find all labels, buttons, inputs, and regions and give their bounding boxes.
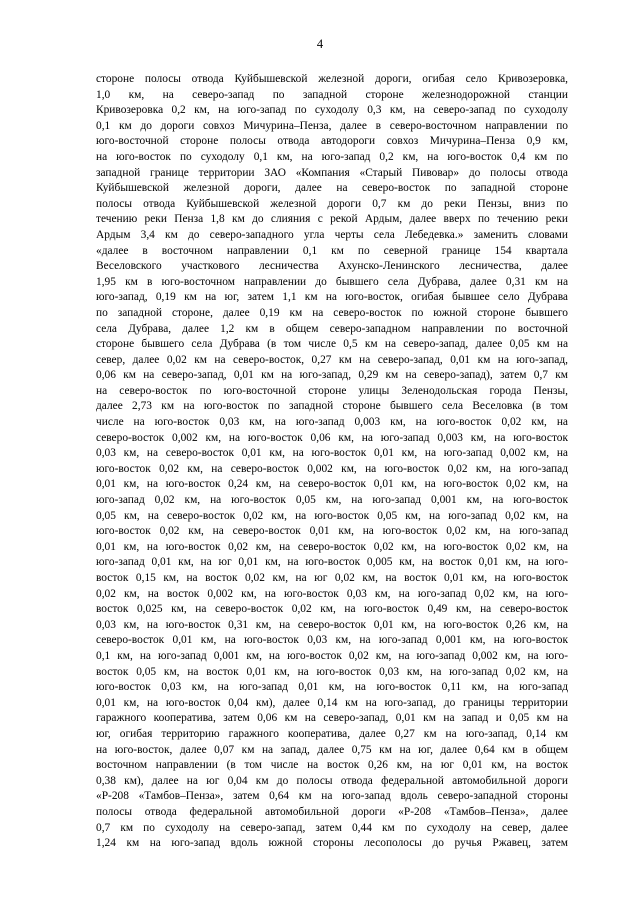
text-line: юго-восток 0,03 км, на юго-запад 0,01 км, на юго-восток 0,11 км, на юго-запад [96, 681, 568, 694]
text-line: 0,01 км, на юго-восток 0,04 км), далее 0,14 км на юго-запад, до границы территории [96, 696, 568, 709]
text-line: течению реки Пенза 1,8 км до слияния с рекой Ардым, далее вверх по течению реки [96, 213, 568, 226]
text-line: «далее в восточном направлении 0,1 км по северной границе 154 квартала [96, 244, 568, 257]
text-line: стороне бывшего села Дубрава (в том числе 0,5 км на северо-запад, далее 0,05 км на [96, 338, 568, 351]
text-line: восток 0,15 км, на восток 0,02 км, на юг 0,02 км, на восток 0,01 км, на юго-восток [96, 572, 568, 584]
text-line: восток 0,05 км, на восток 0,01 км, на юго-восток 0,03 км, на юго-запад 0,02 км, на [96, 665, 568, 678]
text-line: юг, огибая территорию гаражного кооператива, далее 0,27 км на юго-запад, 0,14 км [96, 727, 568, 740]
text-line: юго-запад 0,02 км, на юго-восток 0,05 км, на юго-запад 0,001 км, на юго-восток [96, 494, 568, 507]
text-line: Ардым 3,4 км до северо-западного угла черты села Лебедевка.» заменить словами [96, 228, 568, 241]
text-line: 0,01 км, на юго-восток 0,24 км, на северо-восток 0,01 км, на юго-восток 0,02 км, на [96, 478, 568, 491]
text-line: 1,0 км, на северо-запад по западной стороне железнодорожной станции [96, 88, 568, 101]
document-body [96, 72, 568, 852]
page-number: 4 [316, 37, 324, 51]
text-line: 0,7 км по суходолу на северо-запад, затем 0,44 км по суходолу на север, далее [96, 821, 568, 834]
text-line: юго-восток 0,02 км, на северо-восток 0,002 км, на юго-восток 0,02 км, на юго-запад [96, 462, 568, 475]
text-line: 1,24 км на юго-запад вдоль южной стороны лесополосы до ручья Ржавец, затем [96, 837, 568, 850]
text-line: север, далее 0,02 км на северо-восток, 0,27 км на северо-запад, 0,01 км на юго-запад, [96, 353, 568, 366]
text-line: юго-восток 0,02 км, на северо-восток 0,01 км, на юго-восток 0,02 км, на юго-запад [96, 525, 568, 538]
text-line: полосы отвода Куйбышевской железной дороги 0,7 км до реки Пензы, вниз по [96, 197, 568, 210]
text-line: 0,1 км, на юго-запад 0,001 км, на юго-восток 0,02 км, на юго-запад 0,002 км, на юго- [96, 649, 568, 662]
text-line: Куйбышевской железной дороги, далее на северо-восток по западной стороне [96, 182, 568, 195]
text-line: восточном направлении (в том числе на восток 0,26 км, на юг 0,01 км, на восток [96, 759, 568, 772]
text-line: на юго-восток, далее 0,07 км на запад, далее 0,75 км на юг, далее 0,64 км в общем [96, 743, 568, 756]
text-line: 0,06 км на северо-запад, 0,01 км на юго-запад, 0,29 км на северо-запад), затем 0,7 км [96, 369, 568, 382]
text-line: на юго-восток по суходолу 0,1 км, на юго-запад 0,2 км, на юго-восток 0,4 км по [96, 150, 568, 163]
text-line: 0,02 км, на восток 0,002 км, на юго-восток 0,03 км, на юго-запад 0,02 км, на юго- [96, 587, 568, 600]
text-line: стороне полосы отвода Куйбышевской железной дороги, огибая село Кривозеровка, [96, 73, 568, 85]
text-line: северо-восток 0,01 км, на юго-восток 0,03 км, на юго-запад 0,001 км, на юго-восток [96, 634, 568, 647]
text-line: 0,01 км, на юго-восток 0,02 км, на северо-восток 0,02 км, на юго-восток 0,02 км, на [96, 540, 568, 553]
text-line: по западной стороне, далее 0,19 км на северо-восток по южной стороне бывшего [96, 306, 568, 319]
text-line: 0,03 км, на северо-восток 0,01 км, на юго-восток 0,01 км, на юго-запад 0,002 км, на [96, 447, 568, 460]
text-line: юго-запад 0,01 км, на юг 0,01 км, на юго-восток 0,005 км, на восток 0,01 км, на юго- [96, 556, 568, 569]
text-line: Кривозеровка 0,2 км, на юго-запад по суходолу 0,3 км, на северо-запад по суходолу [96, 104, 568, 117]
text-line: 0,03 км, на юго-восток 0,31 км, на северо-восток 0,01 км, на юго-восток 0,26 км, на [96, 618, 568, 631]
text-line: 1,95 км в юго-восточном направлении до бывшего села Дубрава, далее 0,31 км на [96, 275, 568, 288]
text-line: на северо-восток по юго-восточной стороне улицы Зеленодольская города Пензы, [96, 384, 568, 397]
text-line: восток 0,025 км, на северо-восток 0,02 км, на юго-восток 0,49 км, на северо-восток [96, 603, 568, 616]
text-line: «Р-208 «Тамбов–Пенза», затем 0,64 км на юго-запад вдоль северо-западной стороны [96, 790, 568, 803]
text-line: северо-восток 0,002 км, на юго-восток 0,06 км, на юго-запад 0,003 км, на юго-восток [96, 431, 568, 444]
text-line: числе на юго-восток 0,03 км, на юго-запад 0,003 км, на юго-восток 0,02 км, на [96, 416, 568, 429]
text-line: 0,1 км до дороги совхоз Мичурина–Пенза, далее в северо-восточном направлении по [96, 119, 568, 132]
text-line: юго-запад, 0,19 км на юг, затем 1,1 км на юго-восток, огибая бывшее село Дубрава [96, 291, 568, 304]
text-line: полосы отвода федеральной автомобильной дороги «Р-208 «Тамбов–Пенза», далее [96, 805, 568, 818]
text-line: гаражного кооператива, затем 0,06 км на северо-запад, 0,01 км на запад и 0,05 км на [96, 712, 568, 725]
text-line: села Дубрава, далее 1,2 км в общем северо-западном направлении по восточной [96, 322, 568, 335]
text-line: западной границе территории ЗАО «Компания «Старый Пивовар» до полосы отвода [96, 166, 568, 179]
text-line: далее 2,73 км на юго-восток по западной стороне бывшего села Веселовка (в том [96, 400, 568, 413]
text-line: Веселовского участкового лесничества Ахунско-Ленинского лесничества, далее [96, 260, 568, 273]
text-line: 0,05 км, на северо-восток 0,02 км, на юго-восток 0,05 км, на юго-запад 0,02 км, на [96, 509, 568, 522]
text-line: юго-восточной стороне полосы отвода автодороги совхоз Мичурина–Пенза 0,9 км, [96, 135, 568, 148]
text-line: 0,38 км), далее на юг 0,04 км до полосы отвода федеральной автомобильной дороги [96, 774, 568, 787]
